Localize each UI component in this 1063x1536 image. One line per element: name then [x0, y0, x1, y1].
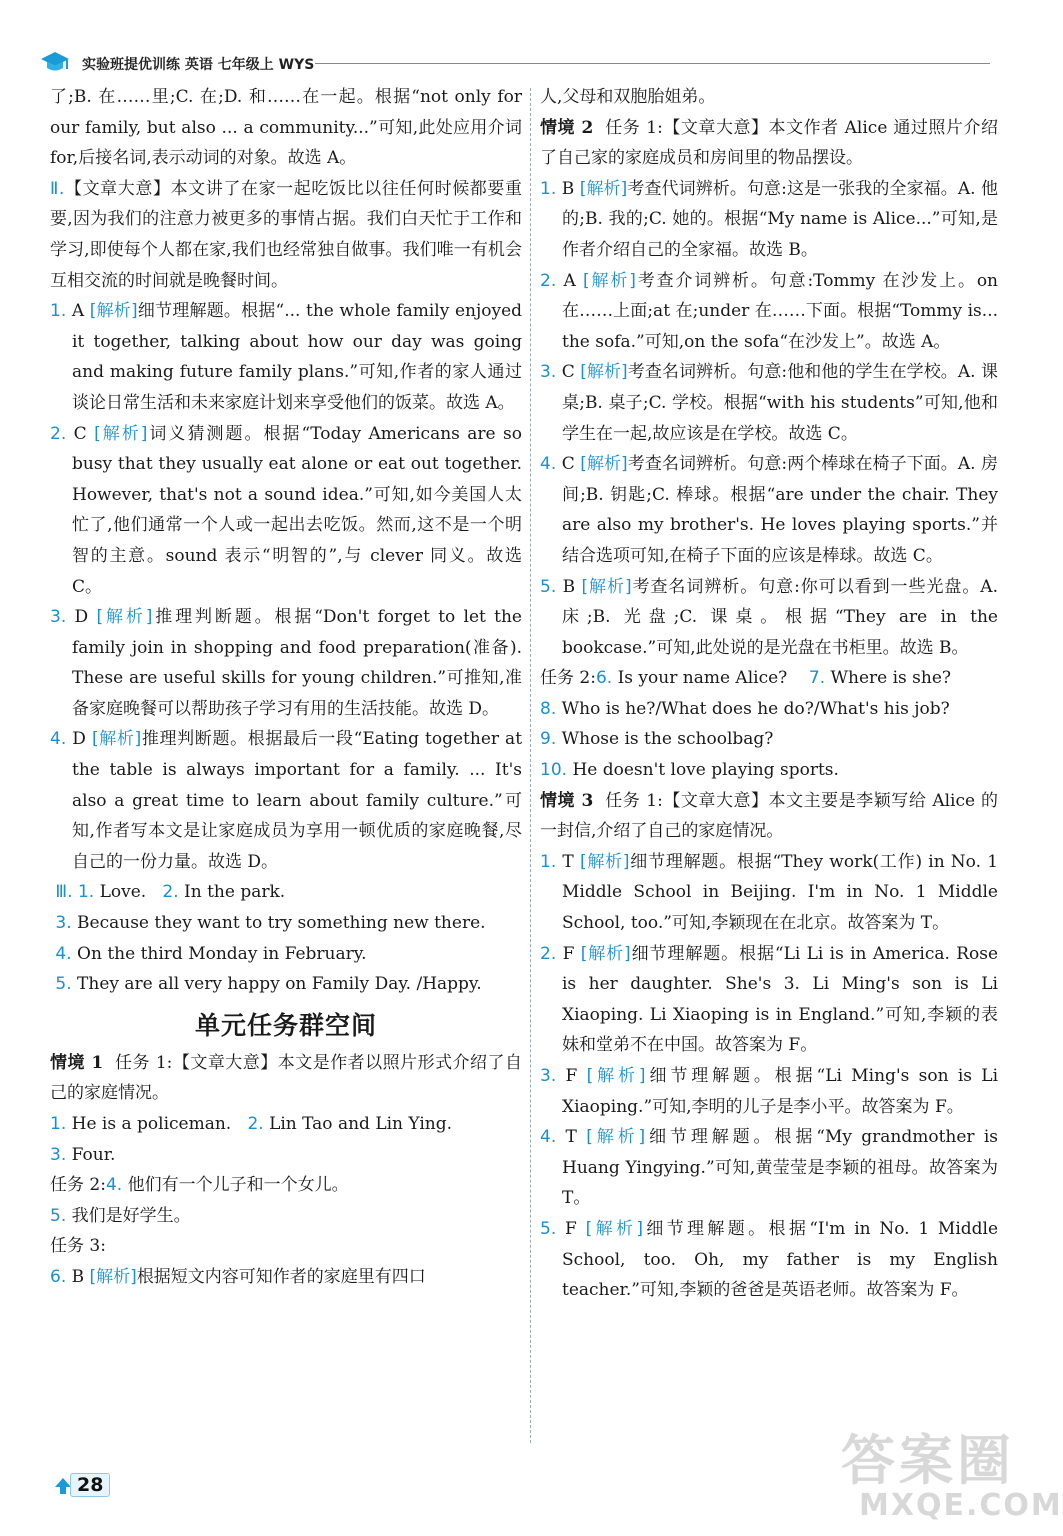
- item-number: 3.: [540, 362, 557, 383]
- scenario-1-intro: [50, 1048, 522, 1109]
- explanation: 词义猜测题。根据“Today Americans are so busy that they usually eat alone or eat out together. However, that's not a sound idea.”可知,如今美国人太忙了,他们通常一个人或一起出去吃饭。然而,这不是一个明智的主意。sound 表示“明智的”,与 clever 同义。故选 C。: [72, 423, 522, 597]
- item-number: 2.: [540, 270, 557, 291]
- answer-text: Is your name Alice?: [617, 668, 788, 689]
- item-number: 2.: [50, 423, 67, 444]
- task-label-line: 任务 3:: [50, 1236, 106, 1257]
- answer-item: [540, 449, 998, 571]
- item-number: 9.: [540, 729, 557, 750]
- answer-line: [540, 755, 998, 786]
- task-summary: 任务 1:【文章大意】本文是作者以照片形式介绍了自己的家庭情况。: [50, 1052, 523, 1104]
- answer-letter: C: [561, 454, 575, 475]
- answer-letter: C: [561, 362, 575, 383]
- item-number: 10.: [540, 760, 568, 781]
- explanation: 考查名词辨析。句意:两个棒球在椅子下面。A. 房间;B. 钥匙;C. 棒球。根据“are under the chair. They are also my brother's. He loves playing sports.”并结合选项可知,在椅子下面的应该是棒球。故选 C。: [562, 454, 999, 566]
- right-column: [540, 82, 998, 1306]
- item-number: 1.: [540, 178, 557, 199]
- task-label: 任务 2:: [540, 668, 596, 689]
- scenario-2-intro: [540, 113, 998, 174]
- analysis-tag: [解析]: [579, 851, 630, 872]
- answer-text: He is a policeman.: [71, 1114, 232, 1134]
- answer-item: [540, 1061, 998, 1122]
- answer-text: In the park.: [184, 882, 286, 903]
- section-number: Ⅱ.: [50, 178, 65, 199]
- answer-text: Where is she?: [830, 668, 952, 689]
- book-title: 实验班提优训练 英语 七年级上 WYS: [82, 57, 315, 73]
- answer-letter: T: [565, 1127, 577, 1148]
- item-number: 3.: [540, 1066, 557, 1086]
- item-number: 3.: [55, 913, 72, 934]
- graduation-cap-icon: [40, 50, 70, 74]
- answer-letter: A: [71, 301, 85, 322]
- answer-item: [540, 939, 998, 1061]
- answer-text: Four.: [71, 1144, 116, 1165]
- item-number: 1.: [540, 851, 557, 872]
- item-number: 7.: [808, 668, 826, 689]
- section-3-answers: [50, 877, 522, 908]
- analysis-tag: [解析]: [92, 729, 142, 750]
- continued-paragraph: 人,父母和双胞胎姐弟。: [540, 87, 716, 107]
- item-number: 5.: [55, 974, 72, 995]
- page-header: [40, 48, 990, 78]
- answer-line: [50, 1109, 522, 1140]
- answer-item: [540, 357, 998, 449]
- answer-letter: B: [561, 178, 575, 199]
- answer-item: [540, 266, 998, 358]
- answer-letter: F: [565, 1066, 578, 1086]
- item-number: 4.: [105, 1175, 123, 1196]
- answer-line: [50, 908, 522, 939]
- answer-item: [540, 572, 998, 664]
- analysis-tag: [解析]: [585, 1218, 643, 1239]
- item-number: 4.: [540, 1127, 557, 1148]
- answer-item: [540, 1214, 998, 1306]
- item-number: 6.: [595, 668, 613, 689]
- answer-text: Because they want to try something new there.: [77, 913, 486, 934]
- item-number: 5.: [50, 1205, 67, 1226]
- explanation: 细节理解题。根据“Li Li is in America. Rose is her daughter. She's 3. Li Ming's son is Li Xiaoping. Li Xiaoping is in England.”可知,李颖的表妹和堂弟不在中国。故答案为 F。: [562, 943, 999, 1056]
- continued-paragraph: 了;B. 在……里;C. 在;D. 和……在一起。根据“not only for our family, but also ... a community...”可知,此处应用介词 for,后接名词,表示动词的对象。故选 A。: [50, 87, 522, 169]
- answer-letter: D: [74, 607, 89, 628]
- explanation: 考查名词辨析。句意:他和他的学生在学校。A. 课桌;B. 桌子;C. 学校。根据“with his students”可知,他和学生在一起,故应该是在学校。故选 C。: [562, 362, 999, 444]
- explanation: 细节理解题。根据“Li Ming's son is Li Xiaoping.”可知,李明的儿子是李小平。故答案为 F。: [562, 1066, 999, 1117]
- explanation: 推理判断题。根据最后一段“Eating together at the table is always important for a family. ... It's also a great time to learn about family culture.”可知,作者写本文是让家庭成员为享用一顿优质的家庭晚餐,尽自己的一份力量。故选 D。: [72, 729, 523, 872]
- answer-line: [540, 663, 998, 694]
- answer-letter: B: [562, 576, 576, 597]
- explanation: 考查介词辨析。句意:Tommy 在沙发上。on 在……上面;at 在;under 在……下面。根据“Tommy is... the sofa.”可知,on the sofa“在沙发上”。故选 A。: [562, 270, 999, 352]
- answer-item: [540, 174, 998, 266]
- watermark-text: 答案圈: [841, 1429, 1015, 1492]
- explanation: 细节理解题。根据“My grandmother is Huang Yingying.”可知,黄莹莹是李颖的祖母。故答案为 T。: [562, 1127, 999, 1209]
- answer-text: Who is he?/What does he do?/What's his job?: [561, 698, 950, 719]
- section-title: 单元任务群空间: [194, 1010, 377, 1040]
- scenario-label: 情境 2: [540, 117, 594, 138]
- section-2-summary: [50, 174, 522, 296]
- analysis-tag: [解析]: [580, 454, 628, 475]
- answer-letter: B: [71, 1266, 85, 1287]
- item-number: 4.: [50, 729, 67, 750]
- answer-item: [50, 724, 522, 877]
- explanation: 细节理解题。根据“... the whole family enjoyed it together, talking about how our day was going and making future family plans.”可知,作者的家人通过谈论日常生活和未来家庭计划来享受他们的饭菜。故选 A。: [72, 301, 523, 413]
- answer-letter: F: [565, 1218, 577, 1239]
- explanation: 细节理解题。根据“I'm in No. 1 Middle School, too. Oh, my father is my English teacher.”可知,李颖的爸爸是英语老师。故答案为 F。: [562, 1218, 999, 1301]
- answer-line: [540, 694, 998, 725]
- item-number: 6.: [50, 1266, 67, 1287]
- item-number: 2.: [162, 882, 179, 903]
- answer-letter: F: [562, 943, 575, 964]
- answer-letter: T: [562, 851, 574, 872]
- item-number: 8.: [540, 698, 557, 719]
- answer-text: On the third Monday in February.: [77, 943, 367, 964]
- scenario-3-intro: [540, 786, 998, 847]
- answer-line: [50, 1140, 522, 1171]
- answer-letter: D: [72, 729, 86, 750]
- analysis-tag: [解析]: [580, 362, 628, 383]
- answer-line: [50, 939, 522, 970]
- answer-text: 他们有一个儿子和一个女儿。: [127, 1175, 349, 1196]
- scenario-label: 情境 3: [540, 790, 594, 811]
- task-label: 任务 2:: [50, 1175, 106, 1196]
- item-number: 1.: [50, 301, 67, 322]
- explanation: 考查代词辨析。句意:这是一张我的全家福。A. 他的;B. 我的;C. 她的。根据“My name is Alice...”可知,是作者介绍自己的全家福。故选 B。: [562, 178, 999, 260]
- analysis-tag: [解析]: [583, 270, 636, 291]
- answer-item: [50, 1262, 522, 1293]
- page-number: 28: [70, 1473, 110, 1497]
- item-number: 4.: [55, 943, 72, 964]
- answer-text: Love.: [99, 882, 147, 903]
- section-number: Ⅲ.: [55, 882, 73, 903]
- item-number: 2.: [247, 1114, 264, 1134]
- page-number-badge: [54, 1473, 106, 1499]
- item-number: 4.: [540, 454, 557, 475]
- watermark: [821, 1418, 1063, 1528]
- item-number: 5.: [540, 576, 557, 597]
- analysis-tag: [解析]: [586, 1066, 646, 1086]
- item-number: 3.: [50, 1144, 67, 1165]
- answer-line: [50, 1201, 522, 1232]
- answer-letter: C: [73, 423, 87, 444]
- answer-line: [50, 969, 522, 1000]
- header-rule: [315, 63, 990, 64]
- item-number: 2.: [540, 943, 557, 964]
- item-number: 5.: [540, 1218, 557, 1239]
- column-divider: [530, 88, 531, 1443]
- answer-item: [50, 419, 522, 603]
- answer-item: [540, 1122, 998, 1214]
- answer-text: They are all very happy on Family Day. /Happy.: [77, 974, 482, 995]
- left-column: [50, 82, 522, 1293]
- answer-text: Lin Tao and Lin Ying.: [269, 1114, 452, 1134]
- analysis-tag: [解析]: [96, 607, 153, 628]
- analysis-tag: [解析]: [89, 1266, 137, 1287]
- summary-text: 【文章大意】本文讲了在家一起吃饭比以往任何时候都要重要,因为我们的注意力被更多的事情占据。我们白天忙于工作和学习,即使每个人都在家,我们也经常独自做事。我们唯一有机会互相交流的时间就是晚餐时间。: [50, 178, 522, 291]
- answer-text: He doesn't love playing sports.: [572, 760, 839, 781]
- answer-text: 我们是好学生。: [71, 1205, 191, 1226]
- analysis-tag: [解析]: [89, 301, 138, 322]
- explanation: 考查名词辨析。句意:你可以看到一些光盘。A. 床;B. 光盘;C. 课桌。根据“They are in the bookcase.”可知,此处说的是光盘在书柜里。故选 B。: [562, 576, 998, 658]
- item-number: 1.: [50, 1114, 67, 1134]
- answer-item: [50, 296, 522, 418]
- explanation: 推理判断题。根据“Don't forget to let the family join in shopping and food preparation(准备). These are useful skills for young children.”可推知,准备家庭晚餐可以帮助孩子学习有用的生活技能。故选 D。: [72, 607, 522, 719]
- answer-text: Whose is the schoolbag?: [561, 729, 774, 750]
- answer-item: [50, 602, 522, 724]
- answer-line: [540, 724, 998, 755]
- analysis-tag: [解析]: [579, 178, 628, 199]
- analysis-tag: [解析]: [581, 576, 632, 597]
- explanation: 根据短文内容可知作者的家庭里有四口: [136, 1266, 426, 1287]
- analysis-tag: [解析]: [586, 1127, 646, 1148]
- analysis-tag: [解析]: [580, 943, 631, 964]
- task-summary: 任务 1:【文章大意】本文主要是李颖写给 Alice 的一封信,介绍了自己的家庭情况。: [540, 790, 998, 842]
- item-number: 1.: [77, 882, 95, 903]
- item-number: 3.: [50, 607, 67, 628]
- analysis-tag: [解析]: [94, 423, 148, 444]
- answer-letter: A: [563, 270, 576, 291]
- task-summary: 任务 1:【文章大意】本文作者 Alice 通过照片介绍了自己家的家庭成员和房间里的物品摆设。: [540, 117, 998, 169]
- scenario-label: 情境 1: [50, 1052, 104, 1073]
- explanation: 细节理解题。根据“They work(工作) in No. 1 Middle School in Beijing. I'm in No. 1 Middle School, too.”可知,李颖现在在北京。故答案为 T。: [562, 851, 999, 934]
- answer-item: [540, 847, 998, 939]
- watermark-url: MXQE.COM: [859, 1488, 1063, 1523]
- answer-line: [50, 1170, 522, 1201]
